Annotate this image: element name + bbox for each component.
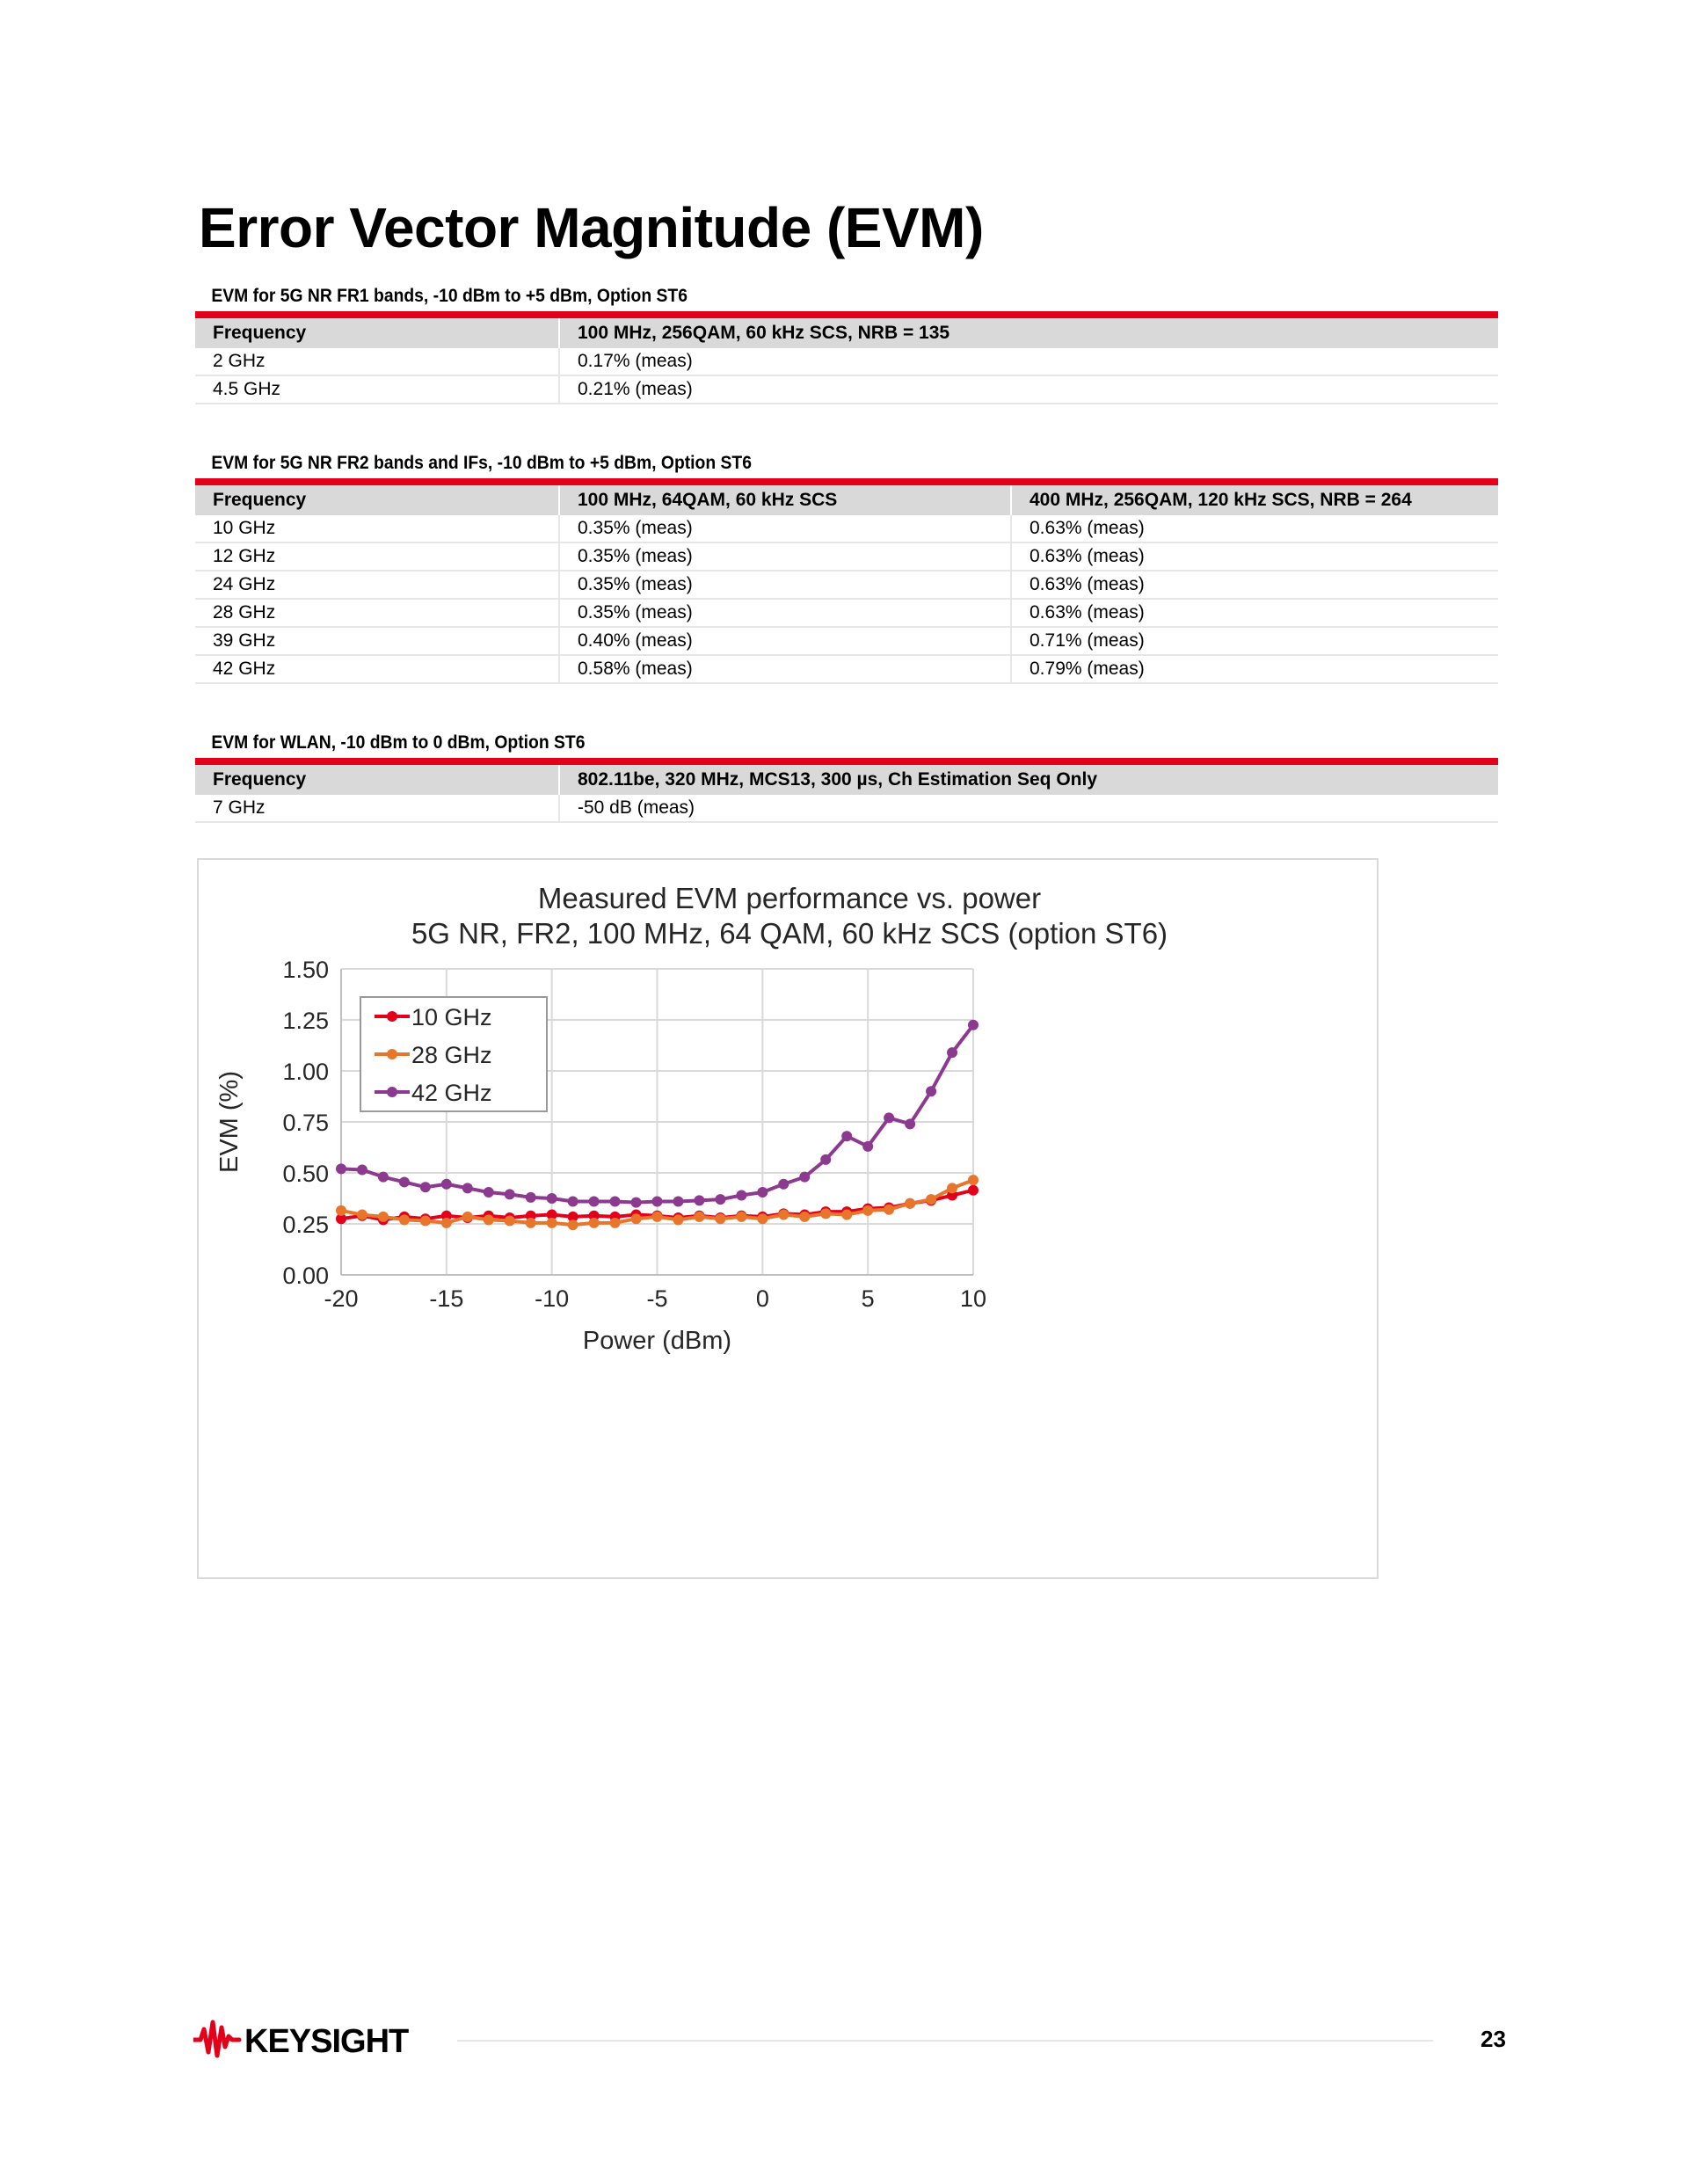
data-point [610, 1218, 621, 1228]
x-tick-label: 5 [861, 1285, 875, 1312]
x-tick-label: -5 [646, 1285, 668, 1312]
table-row [195, 515, 1498, 542]
column-header-frequency: Frequency [195, 765, 559, 795]
data-point [568, 1219, 578, 1230]
data-point [526, 1218, 536, 1228]
table-row [195, 599, 1498, 627]
cell-evm: 0.58% (meas) [559, 655, 1011, 683]
data-point [420, 1182, 431, 1192]
data-point [757, 1213, 768, 1224]
data-point [947, 1183, 957, 1193]
red-divider [195, 311, 1498, 318]
fr1-evm-section [195, 281, 1498, 404]
fr2-evm-table [195, 485, 1498, 684]
keysight-logo [193, 2017, 422, 2065]
footer-divider [457, 2040, 1433, 2042]
y-tick-label: 0.00 [282, 1263, 329, 1289]
data-point [968, 1020, 979, 1030]
red-divider [195, 758, 1498, 765]
table-row [195, 795, 1498, 822]
cell-evm: 0.35% (meas) [559, 571, 1011, 599]
data-point [968, 1185, 979, 1196]
data-point [736, 1212, 746, 1222]
fr2-evm-caption: EVM for 5G NR FR2 bands and IFs, -10 dBm to +5 dBm, Option ST6 [211, 453, 752, 473]
table-row [195, 571, 1498, 599]
cell-frequency: 2 GHz [195, 348, 559, 375]
column-header-config-100mhz: 100 MHz, 64QAM, 60 kHz SCS [559, 485, 1011, 515]
x-tick-label: 0 [755, 1285, 769, 1312]
cell-evm: 0.35% (meas) [559, 515, 1011, 542]
cell-evm: 0.40% (meas) [559, 627, 1011, 655]
table-row [195, 627, 1498, 655]
data-point [905, 1118, 915, 1129]
data-point [505, 1189, 515, 1199]
data-point [568, 1196, 578, 1206]
data-point [862, 1205, 873, 1216]
data-point [357, 1165, 367, 1176]
data-point [336, 1163, 346, 1174]
cell-frequency: 10 GHz [195, 515, 559, 542]
legend-label: 10 GHz [411, 1004, 492, 1030]
column-header-config-400mhz: 400 MHz, 256QAM, 120 kHz SCS, NRB = 264 [1011, 485, 1498, 515]
data-point [884, 1205, 894, 1215]
fr2-evm-section [195, 448, 1498, 684]
keysight-wave-icon [193, 2022, 239, 2056]
data-point [673, 1196, 683, 1206]
data-point [589, 1196, 600, 1206]
cell-evm: 0.63% (meas) [1011, 571, 1498, 599]
y-tick-label: 0.50 [282, 1161, 329, 1187]
data-point [505, 1216, 515, 1227]
cell-frequency: 7 GHz [195, 795, 559, 822]
cell-frequency: 12 GHz [195, 542, 559, 571]
cell-evm: 0.35% (meas) [559, 599, 1011, 627]
data-point [757, 1187, 768, 1198]
cell-frequency: 28 GHz [195, 599, 559, 627]
cell-evm: 0.63% (meas) [1011, 515, 1498, 542]
data-point [631, 1198, 642, 1208]
cell-evm: -50 dB (meas) [559, 795, 1498, 822]
x-axis-label: Power (dBm) [582, 1327, 732, 1355]
y-tick-label: 1.25 [282, 1008, 329, 1034]
red-divider [195, 478, 1498, 485]
y-tick-label: 0.75 [282, 1110, 329, 1136]
column-header-config: 100 MHz, 256QAM, 60 kHz SCS, NRB = 135 [559, 318, 1498, 348]
data-point [694, 1212, 704, 1222]
data-point [378, 1172, 389, 1183]
data-point [862, 1141, 873, 1152]
data-point [778, 1179, 789, 1190]
data-point [884, 1112, 894, 1123]
evm-vs-power-chart [199, 860, 1377, 1577]
brand-wordmark: KEYSIGHT [244, 2023, 409, 2060]
data-point [441, 1218, 452, 1228]
wlan-evm-section [195, 728, 1498, 823]
data-point [610, 1196, 621, 1206]
y-axis-label: EVM (%) [215, 1071, 244, 1173]
cell-frequency: 42 GHz [195, 655, 559, 683]
data-point [968, 1175, 979, 1185]
fr1-evm-table [195, 318, 1498, 404]
chart-subtitle: 5G NR, FR2, 100 MHz, 64 QAM, 60 kHz SCS (option ST6) [411, 917, 1168, 950]
data-point [547, 1218, 557, 1228]
data-point [631, 1213, 642, 1224]
cell-evm: 0.63% (meas) [1011, 599, 1498, 627]
column-header-config: 802.11be, 320 MHz, MCS13, 300 µs, Ch Estimation Seq Only [559, 765, 1498, 795]
data-point [778, 1210, 789, 1220]
data-point [589, 1218, 600, 1228]
x-tick-label: 10 [959, 1285, 987, 1312]
data-point [484, 1214, 494, 1225]
cell-evm: 0.71% (meas) [1011, 627, 1498, 655]
data-point [462, 1183, 473, 1193]
data-point [399, 1176, 410, 1187]
y-tick-label: 1.00 [282, 1059, 329, 1085]
data-point [378, 1212, 389, 1222]
data-point [673, 1214, 683, 1225]
cell-evm: 0.79% (meas) [1011, 655, 1498, 683]
cell-frequency: 24 GHz [195, 571, 559, 599]
table-row [195, 655, 1498, 683]
evm-chart-frame [197, 858, 1379, 1579]
data-point [947, 1047, 957, 1058]
data-point [715, 1213, 725, 1224]
table-row [195, 375, 1498, 404]
data-point [820, 1208, 831, 1219]
data-point [905, 1198, 915, 1209]
cell-evm: 0.35% (meas) [559, 542, 1011, 571]
data-point [799, 1172, 810, 1183]
data-point [420, 1216, 431, 1227]
y-tick-label: 0.25 [282, 1212, 329, 1238]
data-point [441, 1179, 452, 1190]
cell-frequency: 4.5 GHz [195, 375, 559, 404]
legend-swatch-marker [387, 1049, 397, 1059]
legend-label: 42 GHz [411, 1080, 492, 1106]
data-point [336, 1205, 346, 1216]
data-point [547, 1193, 557, 1204]
column-header-frequency: Frequency [195, 485, 559, 515]
data-point [652, 1196, 663, 1206]
fr1-evm-caption: EVM for 5G NR FR1 bands, -10 dBm to +5 dBm, Option ST6 [211, 286, 688, 306]
cell-evm: 0.21% (meas) [559, 375, 1498, 404]
cell-evm: 0.63% (meas) [1011, 542, 1498, 571]
data-point [841, 1210, 852, 1220]
data-point [462, 1212, 473, 1222]
page-title: Error Vector Magnitude (EVM) [199, 196, 984, 259]
x-tick-label: -20 [324, 1285, 359, 1312]
legend-swatch-marker [387, 1011, 397, 1022]
legend-label: 28 GHz [411, 1042, 492, 1068]
data-point [841, 1131, 852, 1141]
data-point [799, 1212, 810, 1222]
wlan-evm-table [195, 765, 1498, 823]
table-row [195, 348, 1498, 375]
data-point [399, 1214, 410, 1225]
data-point [526, 1192, 536, 1203]
wlan-evm-caption: EVM for WLAN, -10 dBm to 0 dBm, Option ST6 [211, 732, 586, 753]
column-header-frequency: Frequency [195, 318, 559, 348]
data-point [484, 1187, 494, 1198]
legend-swatch-marker [387, 1087, 397, 1097]
data-point [652, 1212, 663, 1222]
data-point [736, 1190, 746, 1201]
data-point [357, 1210, 367, 1220]
cell-evm: 0.17% (meas) [559, 348, 1498, 375]
table-row [195, 542, 1498, 571]
page-number: 23 [1481, 2026, 1506, 2052]
data-point [694, 1195, 704, 1205]
data-point [926, 1194, 936, 1205]
data-point [715, 1194, 725, 1205]
data-point [820, 1154, 831, 1165]
x-tick-label: -15 [429, 1285, 464, 1312]
cell-frequency: 39 GHz [195, 627, 559, 655]
chart-title: Measured EVM performance vs. power [537, 882, 1042, 914]
chart-legend [360, 997, 547, 1111]
data-point [926, 1086, 936, 1096]
y-tick-label: 1.50 [282, 957, 329, 983]
x-tick-label: -10 [535, 1285, 570, 1312]
